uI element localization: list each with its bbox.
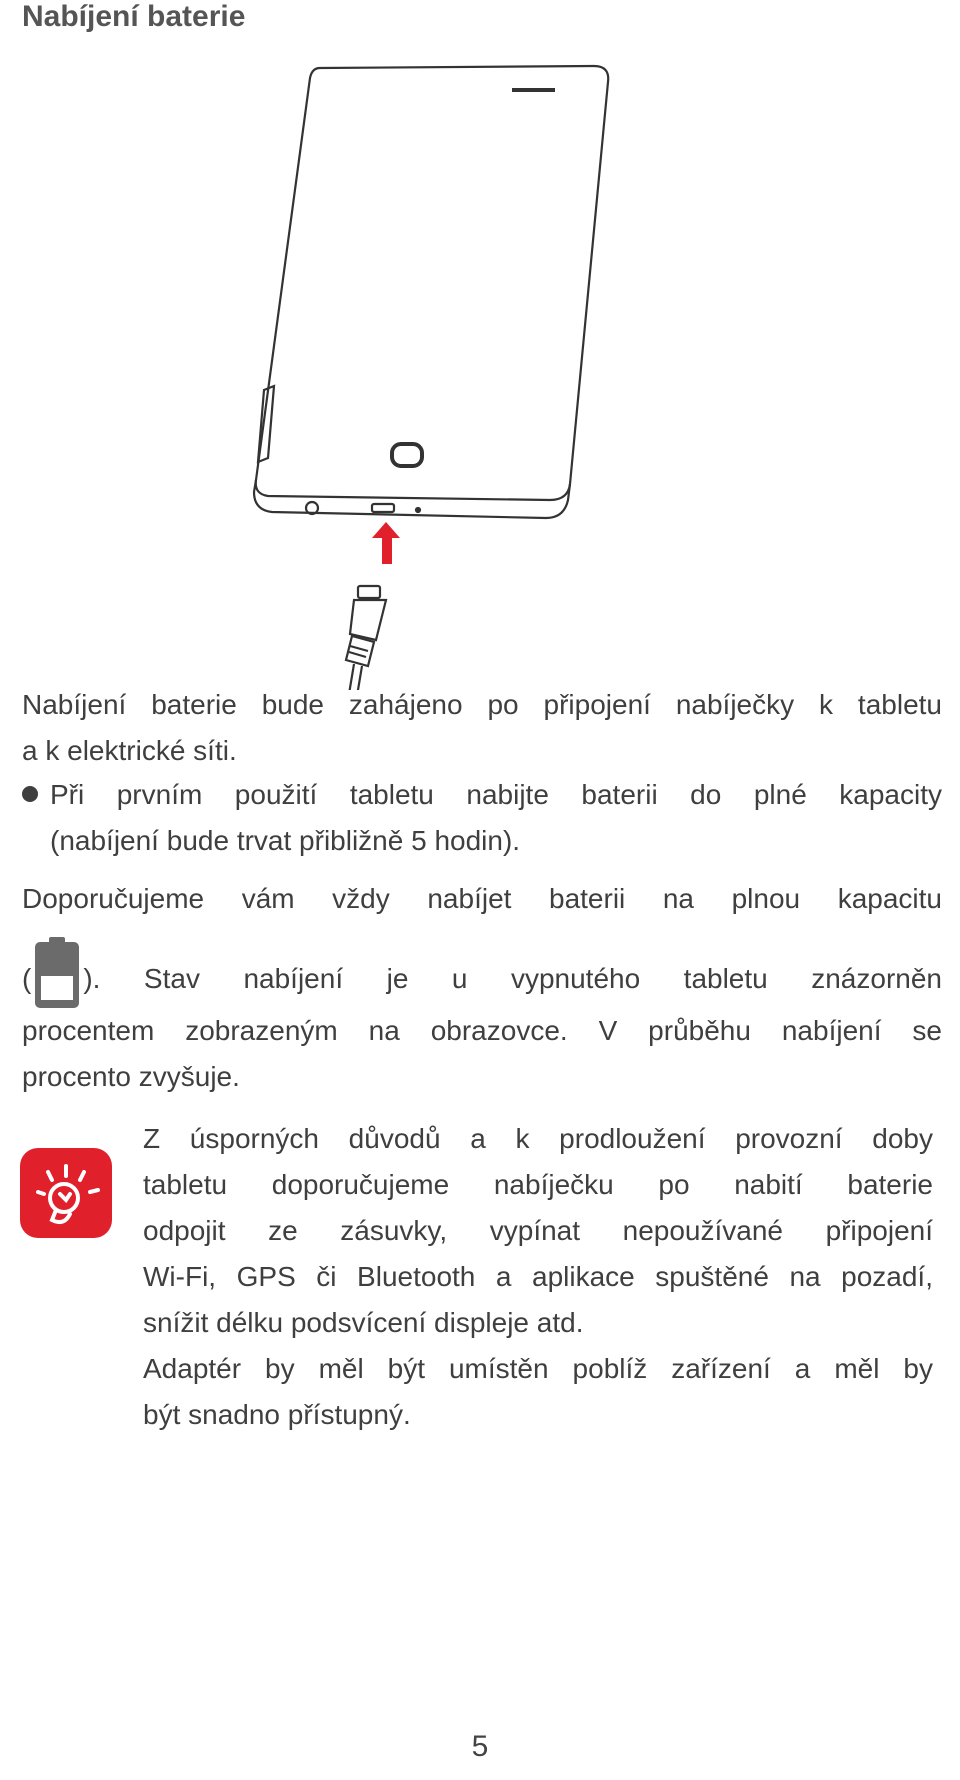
arrow-up-icon bbox=[372, 522, 400, 564]
recommend-line-2 bbox=[22, 942, 942, 1008]
battery-full-icon bbox=[35, 942, 79, 1008]
bullet-line-1: Při prvním použití tabletu nabijte baterii do plné kapacity bbox=[50, 779, 942, 810]
recommend-line-3: procentem zobrazeným na obrazovce. V průběhu nabíjení se bbox=[22, 1015, 942, 1046]
recommend-line-2-text: ). Stav nabíjení je u vypnutého tabletu znázorněn bbox=[83, 963, 942, 994]
tip-line-5: snížit délku podsvícení displeje atd. bbox=[143, 1307, 584, 1338]
intro-paragraph bbox=[22, 682, 942, 774]
bullet-dot-icon bbox=[22, 786, 38, 802]
recommend-paragraph bbox=[22, 876, 942, 1100]
intro-line-1: Nabíjení baterie bude zahájeno po připojení nabíječky k tabletu bbox=[22, 689, 942, 720]
charger-cable-icon bbox=[346, 586, 386, 690]
tip-line-1: Z úsporných důvodů a k prodloužení provozní doby bbox=[143, 1123, 933, 1154]
bullet-item bbox=[22, 772, 942, 864]
tip-line-7: být snadno přístupný. bbox=[143, 1399, 411, 1430]
tip-line-4: Wi-Fi, GPS či Bluetooth a aplikace spuštěné na pozadí, bbox=[143, 1261, 933, 1292]
paren-open: ( bbox=[22, 963, 32, 994]
recommend-line-1: Doporučujeme vám vždy nabíjet baterii na plnou kapacitu bbox=[22, 883, 942, 914]
tip-line-6: Adaptér by měl být umístěn poblíž zařízení a měl by bbox=[143, 1353, 933, 1384]
bullet-line-2: (nabíjení bude trvat přibližně 5 hodin). bbox=[50, 825, 521, 856]
tablet-charging-illustration bbox=[250, 60, 690, 690]
recommend-line-4: procento zvyšuje. bbox=[22, 1061, 240, 1092]
page-number: 5 bbox=[471, 1730, 489, 1763]
intro-line-2: a k elektrické síti. bbox=[22, 735, 237, 766]
tip-line-3: odpojit ze zásuvky, vypínat nepoužívané připojení bbox=[143, 1215, 933, 1246]
page-title: Nabíjení baterie bbox=[22, 0, 246, 33]
lightbulb-tip-icon bbox=[20, 1148, 112, 1238]
tablet-illustration bbox=[254, 66, 608, 518]
tip-line-2: tabletu doporučujeme nabíječku po nabití baterie bbox=[143, 1169, 933, 1200]
tip-paragraph bbox=[143, 1116, 933, 1438]
